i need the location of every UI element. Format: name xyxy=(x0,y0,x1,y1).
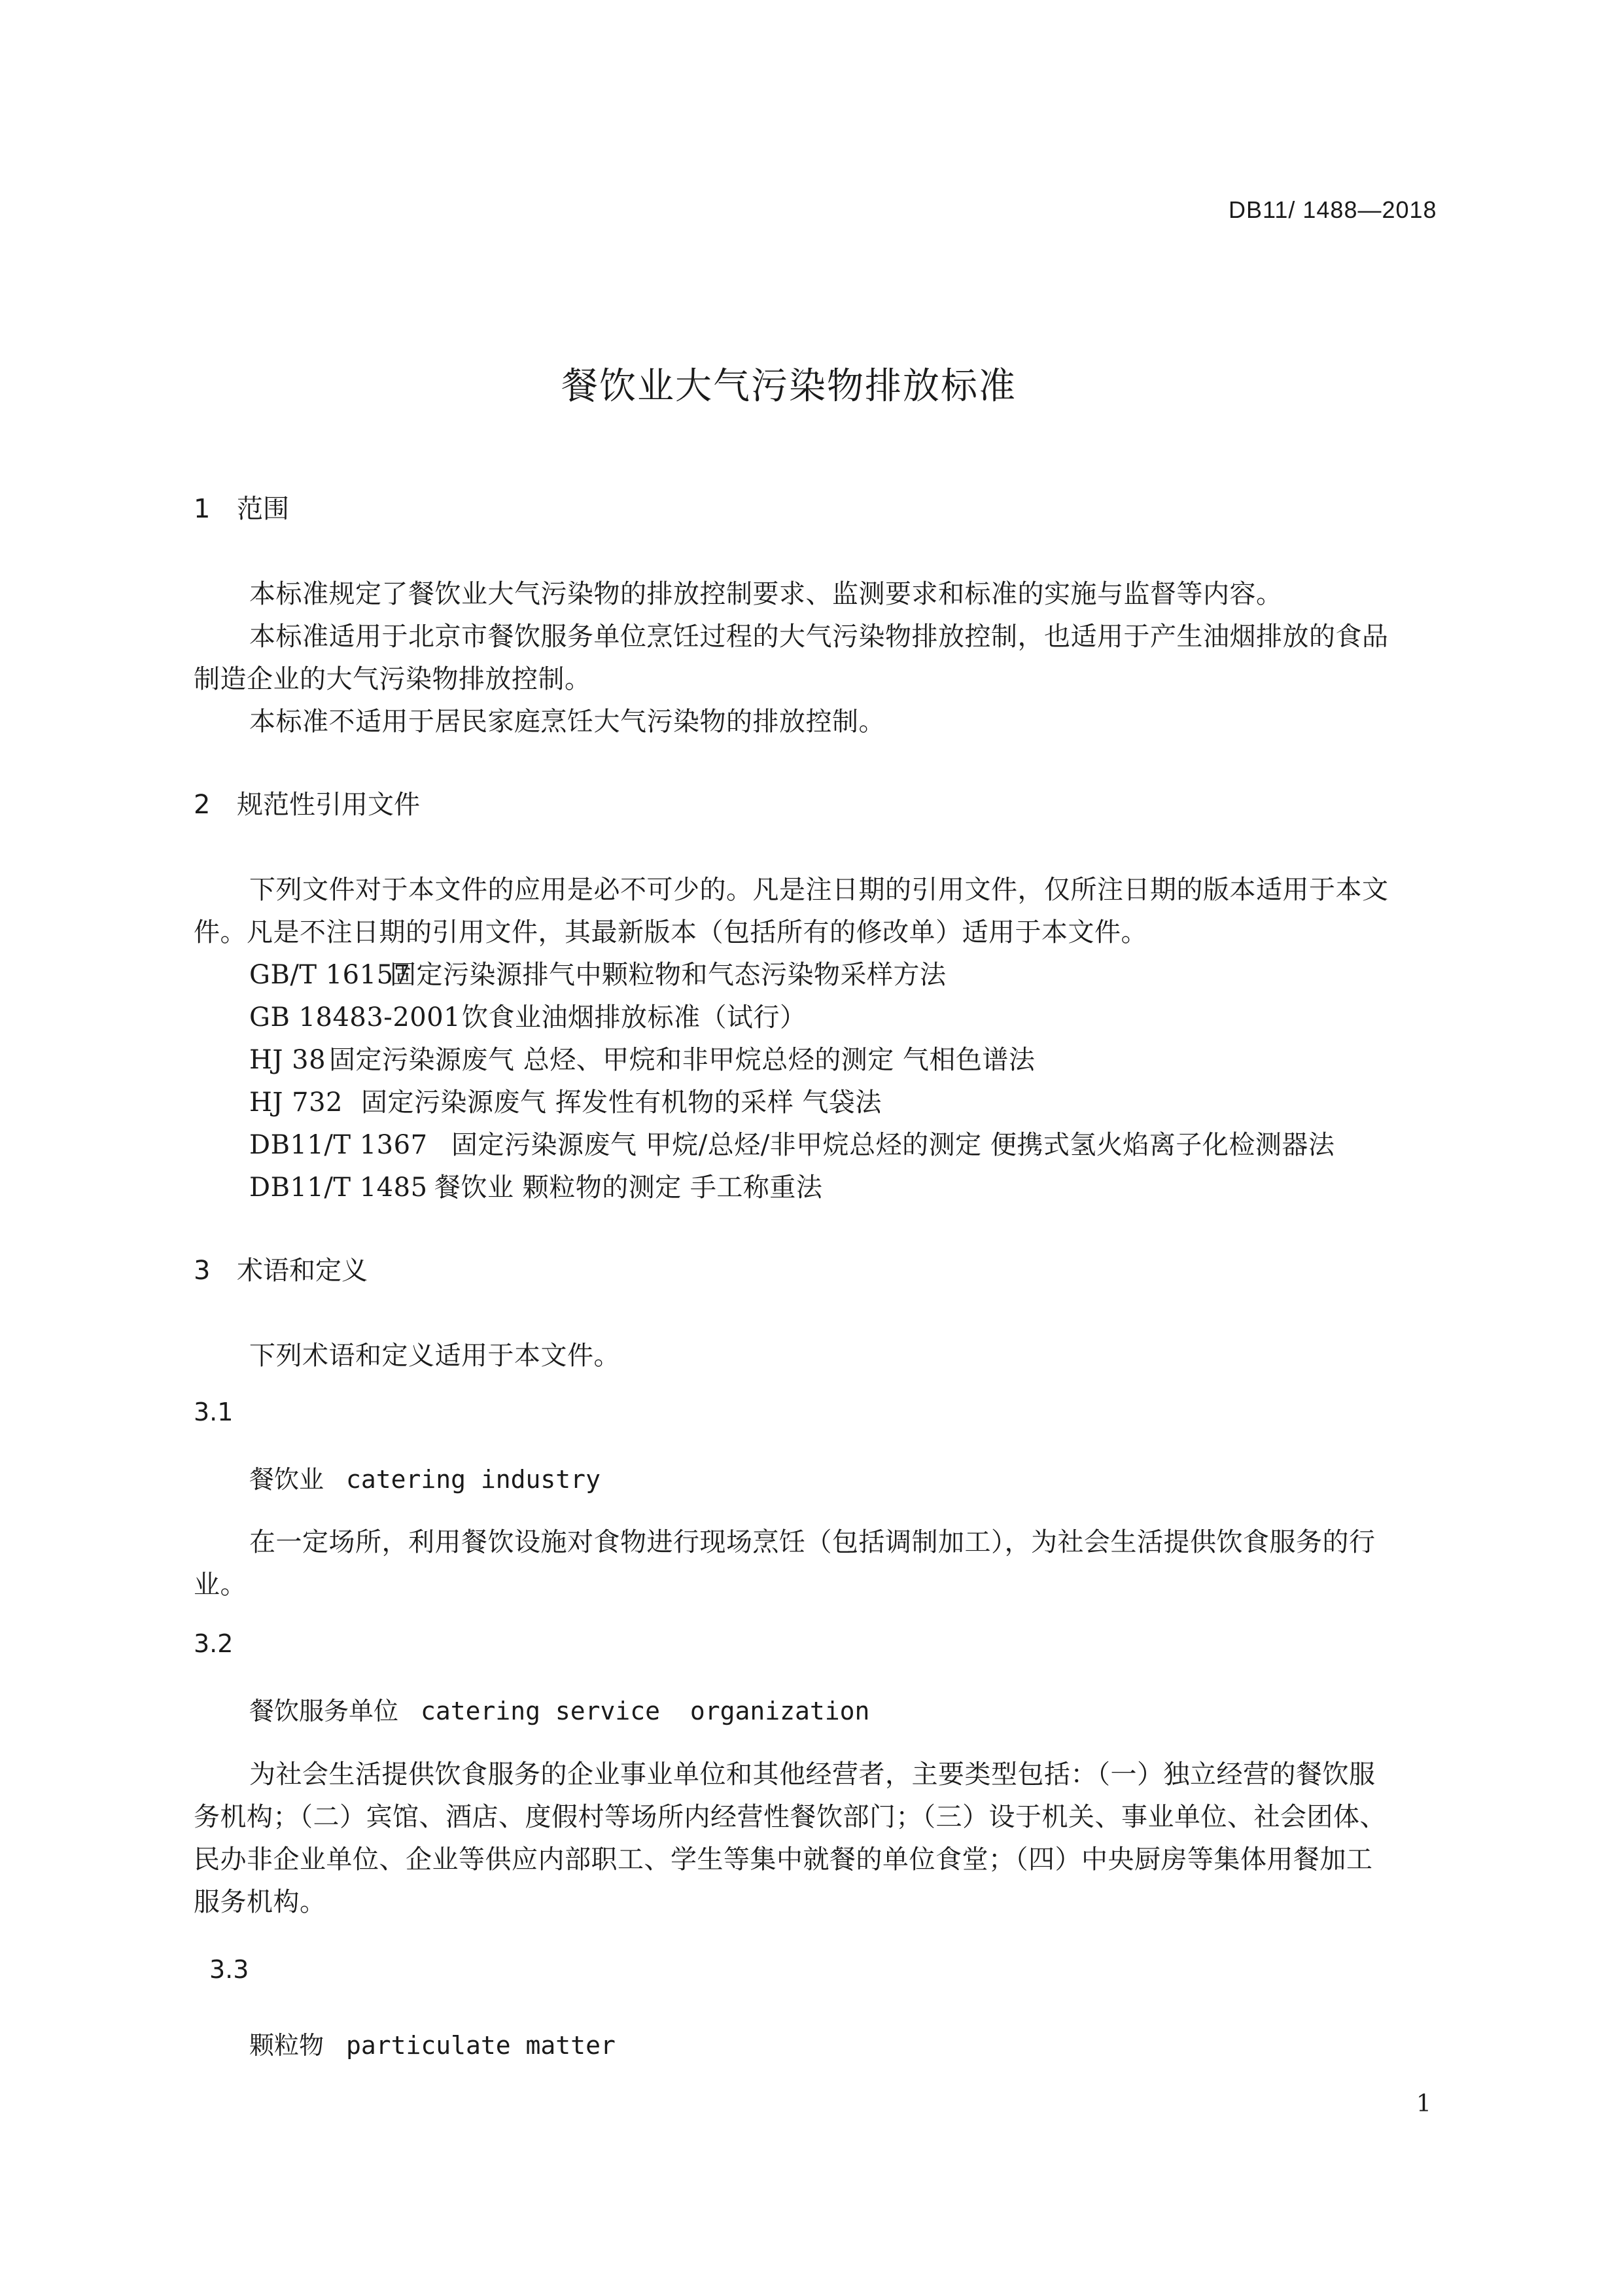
reference-code: HJ 38 xyxy=(249,1045,326,1075)
term-english: catering industry xyxy=(346,1465,601,1494)
reference-title: 固定污染源废气 甲烷/总烃/非甲烷总烃的测定 便携式氢火焰离子化检测器法 xyxy=(451,1130,1335,1160)
reference-item xyxy=(249,1167,822,1204)
term-english: catering service organization xyxy=(421,1697,870,1725)
page-number: 1 xyxy=(1416,2091,1431,2117)
paragraph-line: 本标准不适用于居民家庭烹饪大气污染物的排放控制。 xyxy=(249,707,885,737)
reference-code: GB 18483-2001 xyxy=(249,1002,461,1033)
section-number: 3 xyxy=(194,1256,211,1286)
term-chinese: 餐饮业 xyxy=(249,1465,324,1494)
definition-line: 为社会生活提供饮食服务的企业事业单位和其他经营者，主要类型包括：（一）独立经营的餐饮服 xyxy=(249,1759,1376,1790)
paragraph-line: 下列文件对于本文件的应用是必不可少的。凡是注日期的引用文件，仅所注日期的版本适用于本文 xyxy=(249,875,1389,905)
reference-title: 固定污染源废气 总烃、甲烷和非甲烷总烃的测定 气相色谱法 xyxy=(329,1045,1036,1075)
term-english: particulate matter xyxy=(346,2031,616,2060)
term-number: 3.2 xyxy=(194,1629,234,1658)
term-chinese: 餐饮服务单位 xyxy=(249,1697,399,1725)
section-number: 1 xyxy=(194,494,211,524)
definition-line: 民办非企业单位、企业等供应内部职工、学生等集中就餐的单位食堂；（四）中央厨房等集体用餐加工 xyxy=(194,1845,1373,1875)
reference-title: 饮食业油烟排放标准（试行） xyxy=(462,1002,807,1033)
section-2-heading xyxy=(194,784,420,821)
section-1-heading xyxy=(194,488,289,525)
term-number: 3.1 xyxy=(194,1398,234,1426)
term-entry xyxy=(249,1691,869,1727)
definition-line: 业。 xyxy=(194,1570,247,1600)
paragraph-line: 制造企业的大气污染物排放控制。 xyxy=(194,664,591,694)
definition-line: 在一定场所，利用餐饮设施对食物进行现场烹饪（包括调制加工），为社会生活提供饮食服务的行 xyxy=(249,1527,1376,1557)
section-number: 2 xyxy=(194,790,211,820)
paragraph-line: 本标准规定了餐饮业大气污染物的排放控制要求、监测要求和标准的实施与监督等内容。 xyxy=(249,579,1283,609)
reference-title: 固定污染源废气 挥发性有机物的采样 气袋法 xyxy=(361,1087,882,1118)
term-chinese: 颗粒物 xyxy=(249,2031,324,2060)
reference-item xyxy=(249,1039,1035,1076)
reference-item xyxy=(249,1124,1335,1161)
term-entry xyxy=(249,2025,616,2061)
paragraph-line: 件。凡是不注日期的引用文件，其最新版本（包括所有的修改单）适用于本文件。 xyxy=(194,917,1147,947)
definition-line: 务机构；（二）宾馆、酒店、度假村等场所内经营性餐饮部门；（三）设于机关、事业单位、社会团体、 xyxy=(194,1802,1386,1832)
term-number: 3.3 xyxy=(209,1955,249,1984)
reference-code: GB/T 16157 xyxy=(249,960,411,990)
reference-item xyxy=(249,997,807,1034)
reference-title: 餐饮业 颗粒物的测定 手工称重法 xyxy=(434,1173,823,1203)
definition-line: 服务机构。 xyxy=(194,1887,326,1917)
paragraph-line: 本标准适用于北京市餐饮服务单位烹饪过程的大气污染物排放控制，也适用于产生油烟排放的食品 xyxy=(249,622,1389,652)
reference-item xyxy=(249,1082,882,1119)
reference-code: DB11/T 1485 xyxy=(249,1173,428,1203)
reference-item xyxy=(249,954,947,991)
page-title: 餐饮业大气污染物排放标准 xyxy=(561,365,1017,408)
section-3-heading xyxy=(194,1250,368,1287)
reference-code: HJ 732 xyxy=(249,1087,343,1118)
section-title: 范围 xyxy=(237,494,289,524)
reference-title: 固定污染源排气中颗粒物和气态污染物采样方法 xyxy=(390,960,947,990)
document-code: DB11/ 1488—2018 xyxy=(1229,196,1437,223)
section-title: 术语和定义 xyxy=(237,1256,368,1286)
term-entry xyxy=(249,1459,601,1495)
reference-code: DB11/T 1367 xyxy=(249,1130,428,1160)
paragraph-line: 下列术语和定义适用于本文件。 xyxy=(249,1341,620,1371)
section-title: 规范性引用文件 xyxy=(237,790,420,820)
